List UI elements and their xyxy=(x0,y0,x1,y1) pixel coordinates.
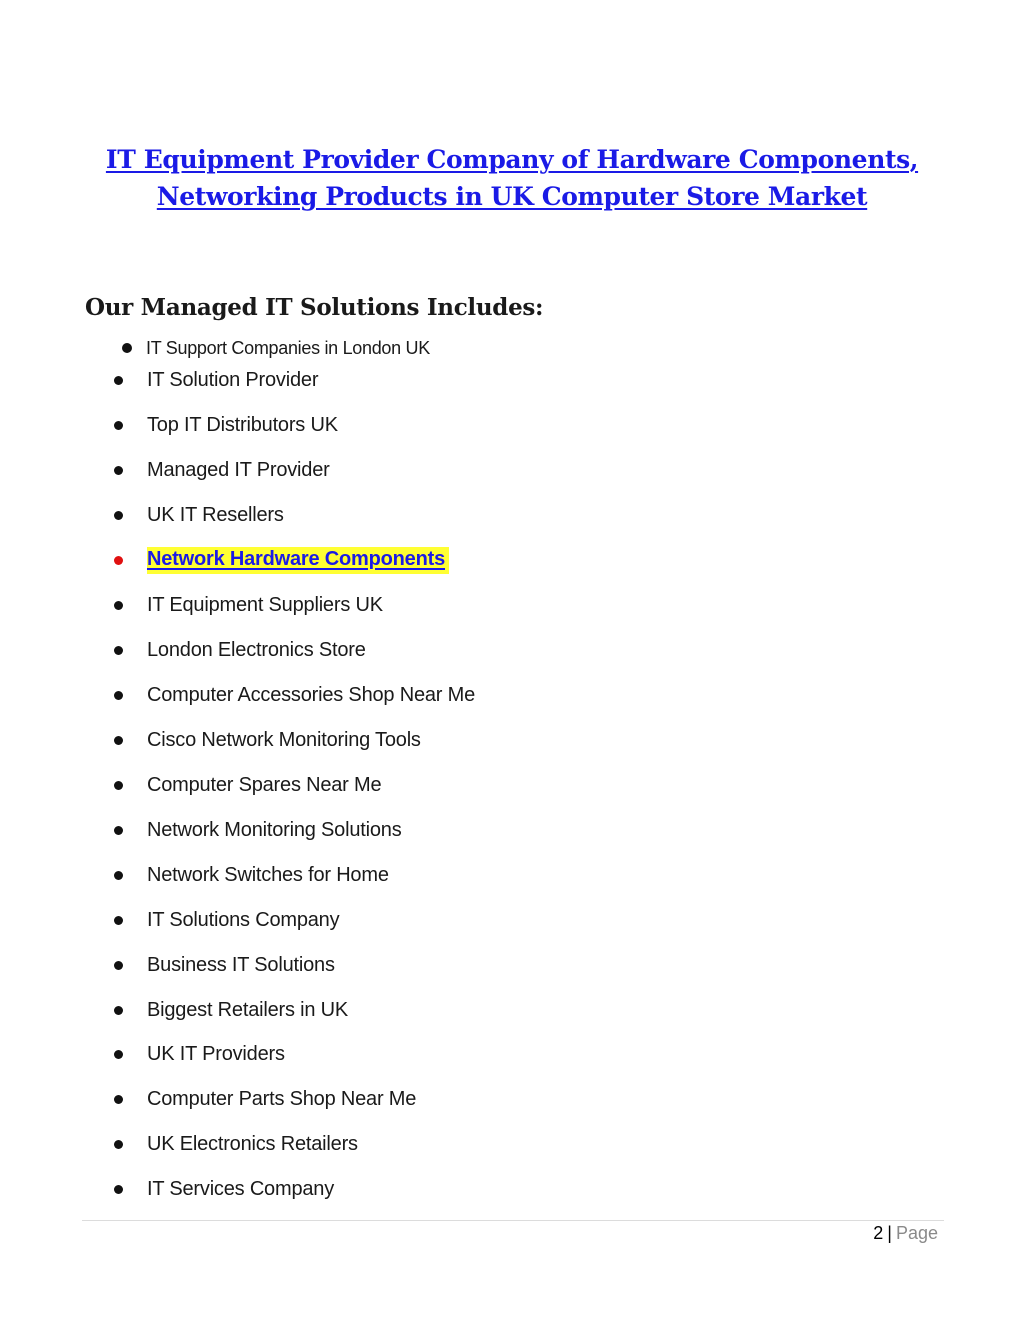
page-number: 2 xyxy=(873,1223,884,1243)
bullet-icon xyxy=(114,691,123,700)
list-item-text: Computer Spares Near Me xyxy=(147,773,382,796)
title-link-line1[interactable]: IT Equipment Provider Company of Hardware Components, xyxy=(105,144,919,174)
footer-divider xyxy=(82,1220,944,1221)
list-item xyxy=(112,905,339,935)
bullet-icon xyxy=(114,376,123,385)
list-item xyxy=(112,1174,334,1204)
network-hardware-components-link[interactable]: Network Hardware Components xyxy=(147,547,449,574)
list-item xyxy=(112,1084,416,1114)
list-item-text: Top IT Distributors UK xyxy=(147,413,338,436)
list-item-text: UK IT Providers xyxy=(147,1042,285,1065)
bullet-icon xyxy=(114,466,123,475)
bullet-icon xyxy=(114,1185,123,1194)
bullet-icon xyxy=(114,1095,123,1104)
list-item xyxy=(112,333,430,363)
bullet-icon xyxy=(114,826,123,835)
list-item xyxy=(112,365,318,395)
list-item-text: IT Solution Provider xyxy=(147,368,319,391)
bullet-icon xyxy=(114,1140,123,1149)
bullet-icon xyxy=(114,871,123,880)
bullet-icon xyxy=(114,1050,123,1059)
list-item xyxy=(112,680,475,710)
bullet-icon xyxy=(114,646,123,655)
title-link-line2[interactable]: Networking Products in UK Computer Store Market xyxy=(156,181,868,211)
list-item xyxy=(112,410,338,440)
page-label: Page xyxy=(895,1223,938,1243)
bullet-icon xyxy=(114,916,123,925)
bullet-icon xyxy=(114,781,123,790)
list-item-text: Business IT Solutions xyxy=(147,953,335,976)
list-item xyxy=(112,1039,285,1069)
bullet-icon xyxy=(114,601,123,610)
bullet-icon xyxy=(114,511,123,520)
list-item-text: Network Switches for Home xyxy=(147,863,389,886)
list-item-text: Computer Accessories Shop Near Me xyxy=(147,683,475,706)
page-footer xyxy=(873,1222,938,1244)
bullet-icon xyxy=(114,1006,123,1015)
list-item xyxy=(112,950,335,980)
list-item-text: London Electronics Store xyxy=(147,638,366,661)
list-item xyxy=(112,500,284,530)
list-item-text: IT Services Company xyxy=(147,1177,335,1200)
list-item xyxy=(112,770,381,800)
list-item-text: IT Support Companies in London UK xyxy=(146,337,430,358)
list-item xyxy=(112,815,402,845)
list-item-text: Cisco Network Monitoring Tools xyxy=(147,728,421,751)
list-item xyxy=(112,455,330,485)
bullet-icon xyxy=(114,736,123,745)
list-item-text: UK IT Resellers xyxy=(147,503,284,526)
page-separator: | xyxy=(887,1223,892,1243)
list-item xyxy=(112,995,348,1025)
bullet-icon xyxy=(114,421,123,430)
bullet-icon xyxy=(122,343,132,353)
list-item xyxy=(112,1129,358,1159)
list-item-text: Biggest Retailers in UK xyxy=(147,998,349,1021)
bullet-icon xyxy=(114,556,123,565)
list-item-text: IT Equipment Suppliers UK xyxy=(147,593,383,616)
list-item xyxy=(112,635,366,665)
list-item-highlighted xyxy=(112,545,449,575)
list-item xyxy=(112,590,383,620)
bullet-icon xyxy=(114,961,123,970)
section-heading: Our Managed IT Solutions Includes: xyxy=(85,294,544,322)
list-item-text: Network Monitoring Solutions xyxy=(147,818,402,841)
list-item-text: Computer Parts Shop Near Me xyxy=(147,1087,417,1110)
list-item-text: UK Electronics Retailers xyxy=(147,1132,358,1155)
list-item xyxy=(112,725,421,755)
list-item-text: Managed IT Provider xyxy=(147,458,330,481)
list-item-text: IT Solutions Company xyxy=(147,908,340,931)
list-item xyxy=(112,860,389,890)
